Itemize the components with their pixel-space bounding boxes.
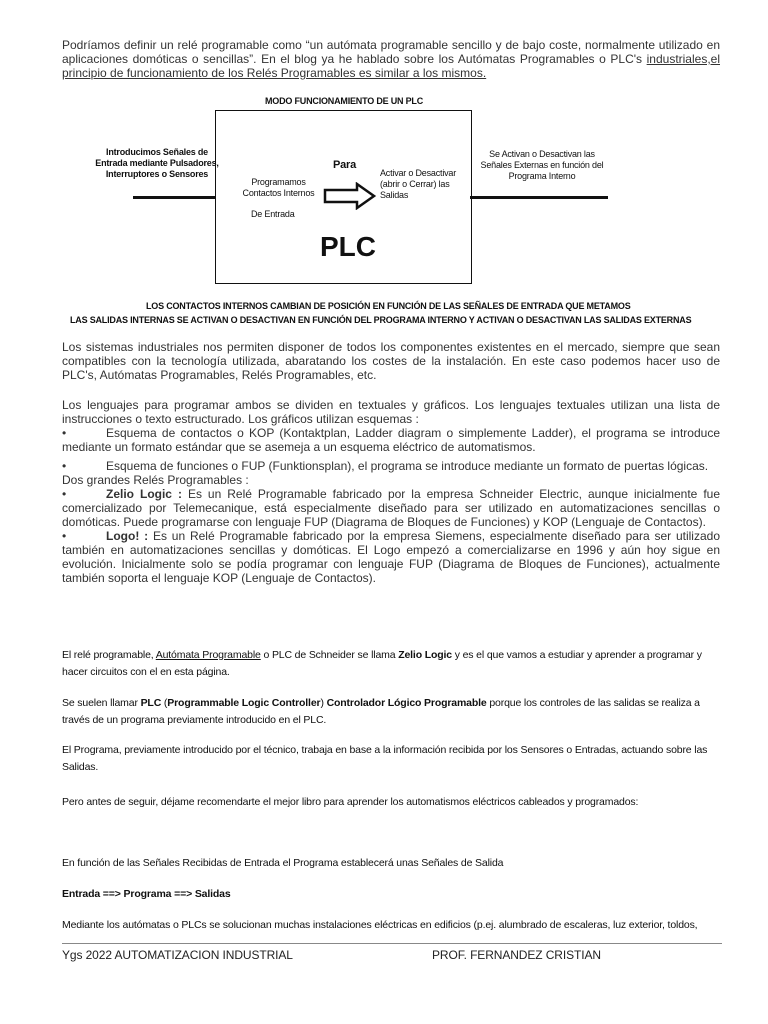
automata-programable-link[interactable]: Autómata Programable: [155, 649, 261, 661]
footer-rule: [62, 943, 722, 944]
output-line: [470, 196, 608, 199]
bullet-kop: [62, 426, 720, 454]
programmable-logic-controller-bold: Programmable Logic Controller: [167, 697, 321, 709]
dos-grandes-text: Dos grandes Relés Programables :: [62, 473, 249, 487]
activar-text: Activar o Desactivar (abrir o Cerrar) las Salidas: [380, 168, 457, 200]
flow-line: Entrada ==> Programa ==> Salidas: [62, 888, 231, 900]
logo-name: Logo! :: [106, 529, 149, 543]
footer-right: PROF. FERNANDEZ CRISTIAN: [432, 948, 601, 962]
p1-text-c: y es el que vamos a estudiar y aprender a programar y hacer circuitos con el en esta página.: [62, 649, 702, 678]
input-signals-text: Introducimos Señales de Entrada mediante Pulsadores, Interruptores o Sensores: [95, 147, 219, 179]
para-label: Para: [333, 159, 357, 171]
plc-bold: PLC: [140, 697, 162, 709]
zelio-intro-paragraph: [62, 647, 722, 681]
p2-text-a: Se suelen llamar: [62, 697, 141, 709]
input-line: [133, 196, 215, 199]
controlador-logico-bold: Controlador Lógico Programable: [326, 697, 487, 709]
bullet-icon: •: [62, 459, 67, 473]
zelio-text: Es un Relé Programable fabricado por la empresa Schneider Electric, aunque inicialmente fue comercializado por Telemecanique, está especialmente diseñado para ser utilizado en automatizaciones sencillas o domóticas. Puede programarse con lenguaje FUP (Diagrama de Bloques de Funciones) y KOP (Lenguaje de Contactos).: [62, 487, 720, 529]
lenguajes-text: Los lenguajes para programar ambos se dividen en textuales y gráficos. Los lenguajes textuales utilizan una lista de instrucciones o texto estructurado. Los gráficos utilizan esquemas :: [62, 398, 720, 426]
intro-link[interactable]: industriales,el principio de funcionamiento de los Relés Programables es similar a los mismos.: [62, 52, 720, 80]
bullet-icon: •: [62, 487, 67, 501]
output-signals-text: Se Activan o Desactivan las Señales Externas en función del Programa Interno: [480, 149, 604, 181]
zelio-logic-bold: Zelio Logic: [398, 649, 452, 661]
diagram-title: MODO FUNCIONAMIENTO DE UN PLC: [265, 96, 424, 106]
p2-text-c: porque los controles de las salidas se realiza a través de un programa previamente introducido en el PLC.: [62, 697, 700, 726]
plc-diagram: [0, 0, 768, 330]
bullet-logo: [62, 529, 720, 585]
p1-text-b: o PLC de Schneider se llama: [260, 649, 399, 661]
logo-text: Es un Relé Programable fabricado por la empresa Siemens, especialmente diseñado para ser utilizado también en automatizaciones sencillas y domóticas. El Logo empezó a comercializarse en 1996 y aún hoy sigue en evolución. Inicialmente solo se podía programar con lenguaje FUP (Diagrama de Bloques de Funciones), actualmente también soporta el lenguaje KOP (Lenguaje de Contactos).: [62, 529, 720, 585]
zelio-name: Zelio Logic :: [106, 487, 182, 501]
de-entrada-text: De Entrada: [251, 209, 295, 219]
bullet-icon: •: [62, 529, 67, 543]
footer-left: Ygs 2022 AUTOMATIZACION INDUSTRIAL: [62, 948, 293, 962]
intro-text: Podríamos definir un relé programable como “un autómata programable sencillo y de bajo coste, normalmente utilizado en aplicaciones domóticas o sencillas”. En el blog ya he hablado sobre los Autómatas Programables o PLC's: [62, 38, 720, 66]
automatas-paragraph: Mediante los autómatas o PLCs se solucionan muchas instalaciones eléctricas en edificios (p.ej. alumbrado de escaleras, luz exterior, toldos,: [62, 919, 698, 931]
diagram-caption-1: LOS CONTACTOS INTERNOS CAMBIAN DE POSICIÓN EN FUNCIÓN DE LAS SEÑALES DE ENTRADA QUE METAMOS: [146, 301, 631, 311]
plc-label: PLC: [320, 231, 376, 262]
programa-paragraph: El Programa, previamente introducido por el técnico, trabaja en base a la información recibida por los Sensores o Entradas, actuando sobre las Salidas.: [62, 744, 708, 773]
bullet-fup-text: Esquema de funciones o FUP (Funktionsplan), el programa se introduce mediante un formato de puertas lógicas.: [106, 459, 709, 473]
p2-paren-open: (: [161, 697, 168, 709]
bullet-kop-text: Esquema de contactos o KOP (Kontaktplan, Ladder diagram o simplemente Ladder), el programa se introduce mediante un formato estándar que se asemeja a un esquema eléctrico de automatismos.: [62, 426, 720, 454]
p2-paren-close: ): [320, 697, 327, 709]
lenguajes-paragraph: [62, 398, 720, 585]
recommend-paragraph: Pero antes de seguir, déjame recomendarte el mejor libro para aprender los automatismos eléctricos cableados y programados:: [62, 796, 639, 808]
arrow-right-icon: [323, 182, 377, 210]
programamos-text: Programamos Contactos Internos: [242, 177, 315, 198]
bullet-fup: [62, 459, 720, 473]
sistemas-paragraph: Los sistemas industriales nos permiten disponer de todos los componentes existentes en el mercado, siempre que sean compatibles con la tecnología utilizada, abaratando los costes de la instalación. En este caso podemos hacer uso de PLC's, Autómatas Programables, Relés Programables, etc.: [62, 340, 720, 382]
p1-text-a: El relé programable,: [62, 649, 156, 661]
bullet-zelio: [62, 487, 720, 529]
bullet-icon: •: [62, 426, 67, 440]
funcion-paragraph: En función de las Señales Recibidas de Entrada el Programa establecerá unas Señales de Salida: [62, 857, 504, 869]
plc-definition-paragraph: [62, 695, 722, 729]
diagram-caption-2: LAS SALIDAS INTERNAS SE ACTIVAN O DESACTIVAN EN FUNCIÓN DEL PROGRAMA INTERNO Y ACTIVAN O DESACTIVAN LAS SALIDAS EXTERNAS: [70, 315, 692, 325]
